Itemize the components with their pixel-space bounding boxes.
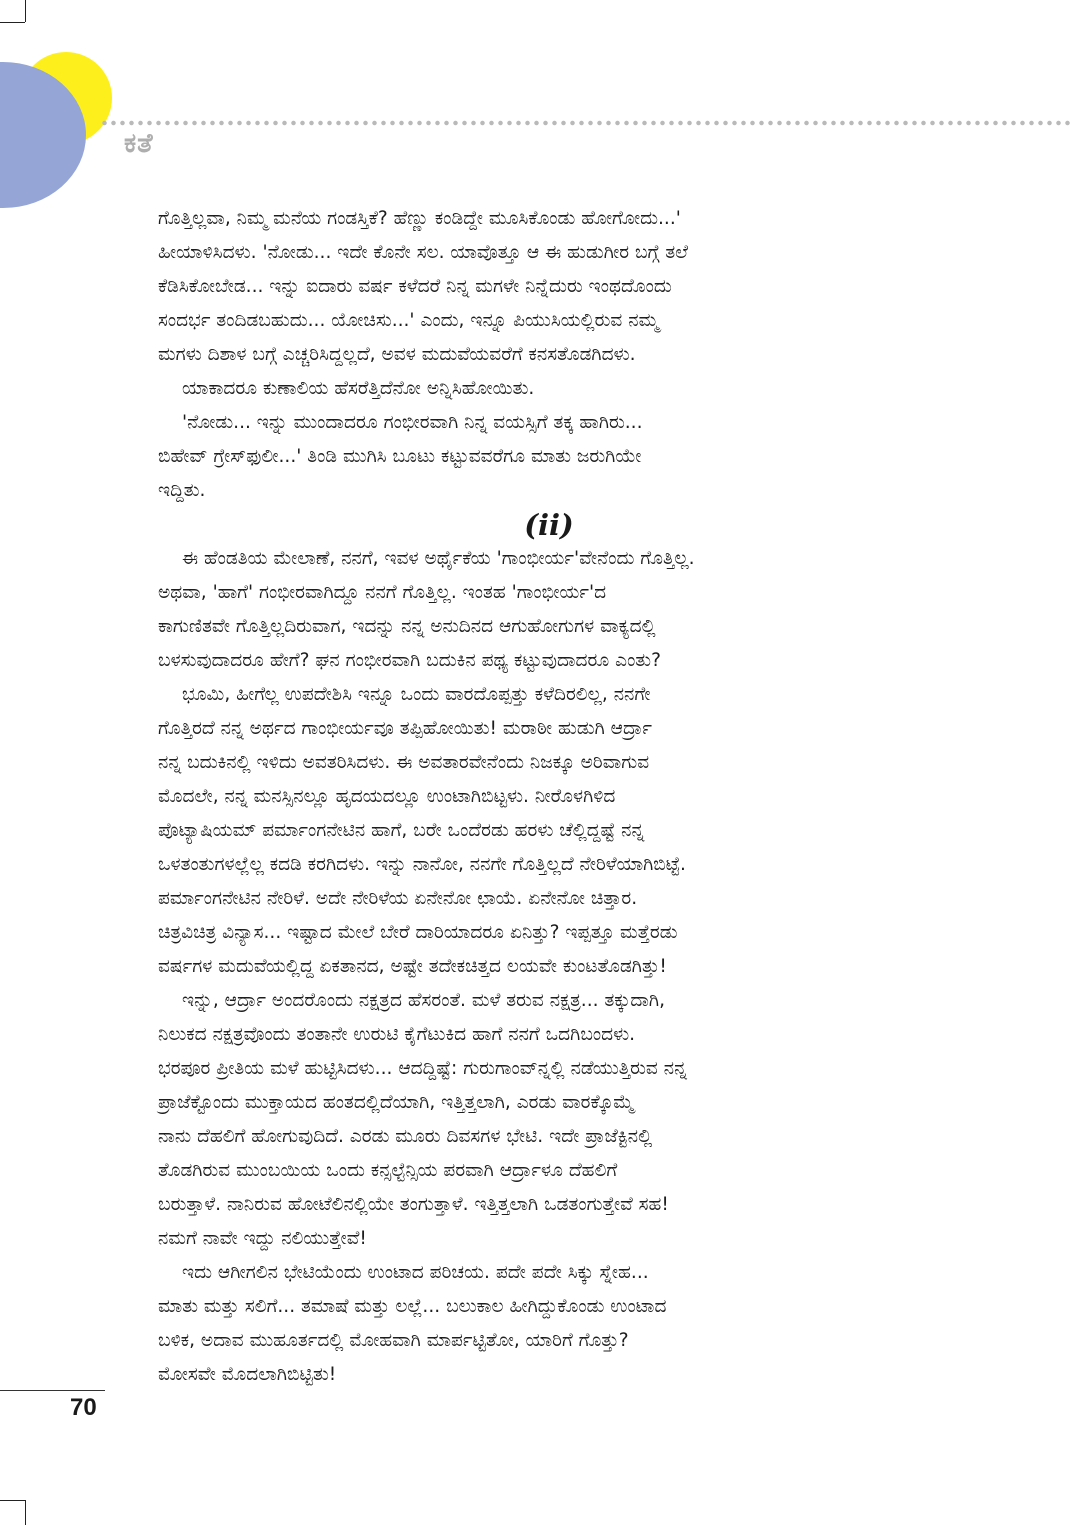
text-line: ಕೆಡಿಸಿಕೋಬೇಡ... ಇನ್ನು ಐದಾರು ವರ್ಷ ಕಳೆದರೆ ನಿನ್ನ ಮಗಳೇ ನಿನ್ನೆದುರು ಇಂಥದೊಂದು [158,276,672,297]
text-line: ನಿಲುಕದ ನಕ್ಷತ್ರವೊಂದು ತಂತಾನೇ ಉರುಟಿ ಕೈಗೆಟುಕಿದ ಹಾಗೆ ನನಗೆ ಒದಗಿಬಂದಳು. [158,1024,636,1045]
page-number: 70 [70,1394,97,1421]
text-line: ಪರ್ಮಾಂಗನೇಟಿನ ನೇರಿಳೆ. ಅದೇ ನೇರಿಳೆಯ ಏನೇನೋ ಛಾಯೆ. ಏನೇನೋ ಚಿತ್ತಾರ. [158,888,638,909]
text-line: 'ನೋಡು... ಇನ್ನು ಮುಂದಾದರೂ ಗಂಭೀರವಾಗಿ ನಿನ್ನ ವಯಸ್ಸಿಗೆ ತಕ್ಕ ಹಾಗಿರು... [182,412,643,433]
crop-mark-top-left-horizontal [0,22,25,23]
text-line: ಕಾಗುಣಿತವೇ ಗೊತ್ತಿಲ್ಲದಿರುವಾಗ, ಇದನ್ನು ನನ್ನ ಅನುದಿನದ ಆಗುಹೋಗುಗಳ ವಾಕ್ಯದಲ್ಲಿ [158,616,656,637]
text-line: ಪೊಟ್ಯಾಷಿಯಮ್ ಪರ್ಮಾಂಗನೇಟಿನ ಹಾಗೆ, ಬರೇ ಒಂದೆರಡು ಹರಳು ಚೆಲ್ಲಿದ್ದಷ್ಟೆ ನನ್ನ [158,820,645,841]
text-line: ವರ್ಷಗಳ ಮದುವೆಯಲ್ಲಿದ್ದ ಏಕತಾನದ, ಅಷ್ಟೇ ತದೇಕಚಿತ್ತದ ಲಯವೇ ಕುಂಟತೊಡಗಿತ್ತು! [158,956,667,977]
text-line: ಒಳತಂತುಗಳಲ್ಲೆಲ್ಲ ಕದಡಿ ಕರಗಿದಳು. ಇನ್ನು ನಾನೋ, ನನಗೇ ಗೊತ್ತಿಲ್ಲದೆ ನೇರಿಳೆಯಾಗಿಬಿಟ್ಟೆ. [158,854,686,875]
section-heading: (ii) [524,508,574,542]
story-body [158,202,910,1392]
text-line: ಬಳಸುವುದಾದರೂ ಹೇಗೆ? ಘನ ಗಂಭೀರವಾಗಿ ಬದುಕಿನ ಪಥ್ಯ ಕಟ್ಟುವುದಾದರೂ ಎಂತು? [158,650,661,671]
paragraph-block-1 [158,202,910,508]
text-line: ತೊಡಗಿರುವ ಮುಂಬಯಿಯ ಒಂದು ಕನ್ಸಲ್ಟೆನ್ಸಿಯ ಪರವಾಗಿ ಆರ್ದ್ರಾಳೂ ದೆಹಲಿಗೆ [158,1160,618,1181]
header-dotted-rule [100,120,1072,126]
text-line: ಭರಪೂರ ಪ್ರೀತಿಯ ಮಳೆ ಹುಟ್ಟಿಸಿದಳು... ಆದದ್ದಿಷ್ಟೆ: ಗುರುಗಾಂವ್‌ನ್ನಲ್ಲಿ ನಡೆಯುತ್ತಿರುವ ನನ್ನ [158,1058,687,1079]
text-line: ಭೂಮಿ, ಹೀಗೆಲ್ಲ ಉಪದೇಶಿಸಿ ಇನ್ನೂ ಒಂದು ವಾರದೊಪ್ಪತ್ತು ಕಳೆದಿರಲಿಲ್ಲ, ನನಗೇ [182,684,651,705]
text-line: ಯಾಕಾದರೂ ಕುಣಾಲಿಯ ಹೆಸರೆತ್ತಿದೆನೋ ಅನ್ನಿಸಿಹೋಯಿತು. [182,378,535,399]
paragraph-block-2 [158,542,910,1392]
crop-mark-bottom-left-vertical [25,1500,26,1525]
text-line: ಗೊತ್ತಿಲ್ಲವಾ, ನಿಮ್ಮ ಮನೆಯ ಗಂಡಸ್ತಿಕೆ? ಹೆಣ್ಣು ಕಂಡಿದ್ದೇ ಮೂಸಿಕೊಂಡು ಹೋಗೋದು...' [158,208,681,229]
crop-mark-bottom-left-horizontal [0,1500,25,1501]
page-number-rule [0,1390,105,1391]
text-line: ಬರುತ್ತಾಳೆ. ನಾನಿರುವ ಹೋಟೆಲಿನಲ್ಲಿಯೇ ತಂಗುತ್ತಾಳೆ. ಇತ್ತಿತ್ತಲಾಗಿ ಒಡತಂಗುತ್ತೇವೆ ಸಹ! [158,1194,669,1215]
text-line: ಗೊತ್ತಿರದೆ ನನ್ನ ಅರ್ಥದ ಗಾಂಭೀರ್ಯವೂ ತಪ್ಪಿಹೋಯಿತು! ಮರಾಠೀ ಹುಡುಗಿ ಆರ್ದ್ರಾ [158,718,652,739]
text-line: ಇನ್ನು, ಆರ್ದ್ರಾ ಅಂದರೊಂದು ನಕ್ಷತ್ರದ ಹೆಸರಂತೆ. ಮಳೆ ತರುವ ನಕ್ಷತ್ರ... ತಕ್ಕುದಾಗಿ, [182,990,665,1011]
text-line: ಇದು ಆಗೀಗಲಿನ ಭೇಟಿಯೆಂದು ಉಂಟಾದ ಪರಿಚಯ. ಪದೇ ಪದೇ ಸಿಕ್ಕು ಸ್ನೇಹ... [182,1262,649,1283]
section-label: ಕತೆ [124,128,154,159]
text-line: ನಾನು ದೆಹಲಿಗೆ ಹೋಗುವುದಿದೆ. ಎರಡು ಮೂರು ದಿವಸಗಳ ಭೇಟಿ. ಇದೇ ಪ್ರಾಜೆಕ್ಟಿನಲ್ಲಿ [158,1126,653,1147]
text-line: ಈ ಹೆಂಡತಿಯ ಮೇಲಾಣೆ, ನನಗೆ, ಇವಳ ಅರ್ಥೈಕೆಯ 'ಗಾಂಭೀರ್ಯ'ವೇನೆಂದು ಗೊತ್ತಿಲ್ಲ. [182,548,695,569]
text-line: ಇದ್ದಿತು. [158,480,206,501]
text-line: ಮಾತು ಮತ್ತು ಸಲಿಗೆ... ತಮಾಷೆ ಮತ್ತು ಲಲ್ಲೆ... ಬಲುಕಾಲ ಹೀಗಿದ್ದುಕೊಂಡು ಉಂಟಾದ [158,1296,667,1317]
text-line: ನಮಗೆ ನಾವೇ ಇದ್ದು ನಲಿಯುತ್ತೇವೆ! [158,1228,367,1249]
text-line: ಸಂದರ್ಭ ತಂದಿಡಬಹುದು... ಯೋಚಿಸು...' ಎಂದು, ಇನ್ನೂ ಪಿಯುಸಿಯಲ್ಲಿರುವ ನಮ್ಮ [158,310,659,331]
text-line: ಅಥವಾ, 'ಹಾಗೆ' ಗಂಭೀರವಾಗಿದ್ದೂ ನನಗೆ ಗೊತ್ತಿಲ್ಲ. ಇಂತಹ 'ಗಾಂಭೀರ್ಯ'ದ [158,582,607,603]
text-line: ಹೀಯಾಳಿಸಿದಳು. 'ನೋಡು... ಇದೇ ಕೊನೇ ಸಲ. ಯಾವೊತ್ತೂ ಆ ಈ ಹುಡುಗೀರ ಬಗ್ಗೆ ತಲೆ [158,242,688,263]
text-line: ಬಿಹೇವ್ ಗ್ರೇಸ್‌ಫುಲೀ...' ತಿಂಡಿ ಮುಗಿಸಿ ಬೂಟು ಕಟ್ಟುವವರೆಗೂ ಮಾತು ಜರುಗಿಯೇ [158,446,642,467]
text-line: ಬಳಿಕ, ಅದಾವ ಮುಹೂರ್ತದಲ್ಲಿ ಮೋಹವಾಗಿ ಮಾರ್ಪಟ್ಟಿತೋ, ಯಾರಿಗೆ ಗೊತ್ತು? [158,1330,629,1351]
text-line: ಮೊದಲೇ, ನನ್ನ ಮನಸ್ಸಿನಲ್ಲೂ ಹೃದಯದಲ್ಲೂ ಉಂಟಾಗಿಬಿಟ್ಟಳು. ನೀರೊಳಗಿಳಿದ [158,786,616,807]
crop-mark-top-left-vertical [25,0,26,22]
text-line: ಚಿತ್ರವಿಚಿತ್ರ ವಿನ್ಯಾಸ... ಇಷ್ಟಾದ ಮೇಲೆ ಬೇರೆ ದಾರಿಯಾದರೂ ಏನಿತ್ತು? ಇಪ್ಪತ್ತೂ ಮತ್ತೆರಡು [158,922,678,943]
text-line: ಮೋಸವೇ ಮೊದಲಾಗಿಬಿಟ್ಟಿತು! [158,1364,337,1385]
text-line: ನನ್ನ ಬದುಕಿನಲ್ಲಿ ಇಳಿದು ಅವತರಿಸಿದಳು. ಈ ಅವತಾರವೇನೆಂದು ನಿಜಕ್ಕೂ ಅರಿವಾಗುವ [158,752,650,773]
text-line: ಪ್ರಾಜೆಕ್ಟೊಂದು ಮುಕ್ತಾಯದ ಹಂತದಲ್ಲಿದೆಯಾಗಿ, ಇತ್ತಿತ್ತಲಾಗಿ, ಎರಡು ವಾರಕ್ಕೊಮ್ಮೆ [158,1092,635,1113]
text-line: ಮಗಳು ದಿಶಾಳ ಬಗ್ಗೆ ಎಚ್ಚರಿಸಿದ್ದಲ್ಲದೆ, ಅವಳ ಮದುವೆಯವರೆಗೆ ಕನಸತೊಡಗಿದಳು. [158,344,636,365]
